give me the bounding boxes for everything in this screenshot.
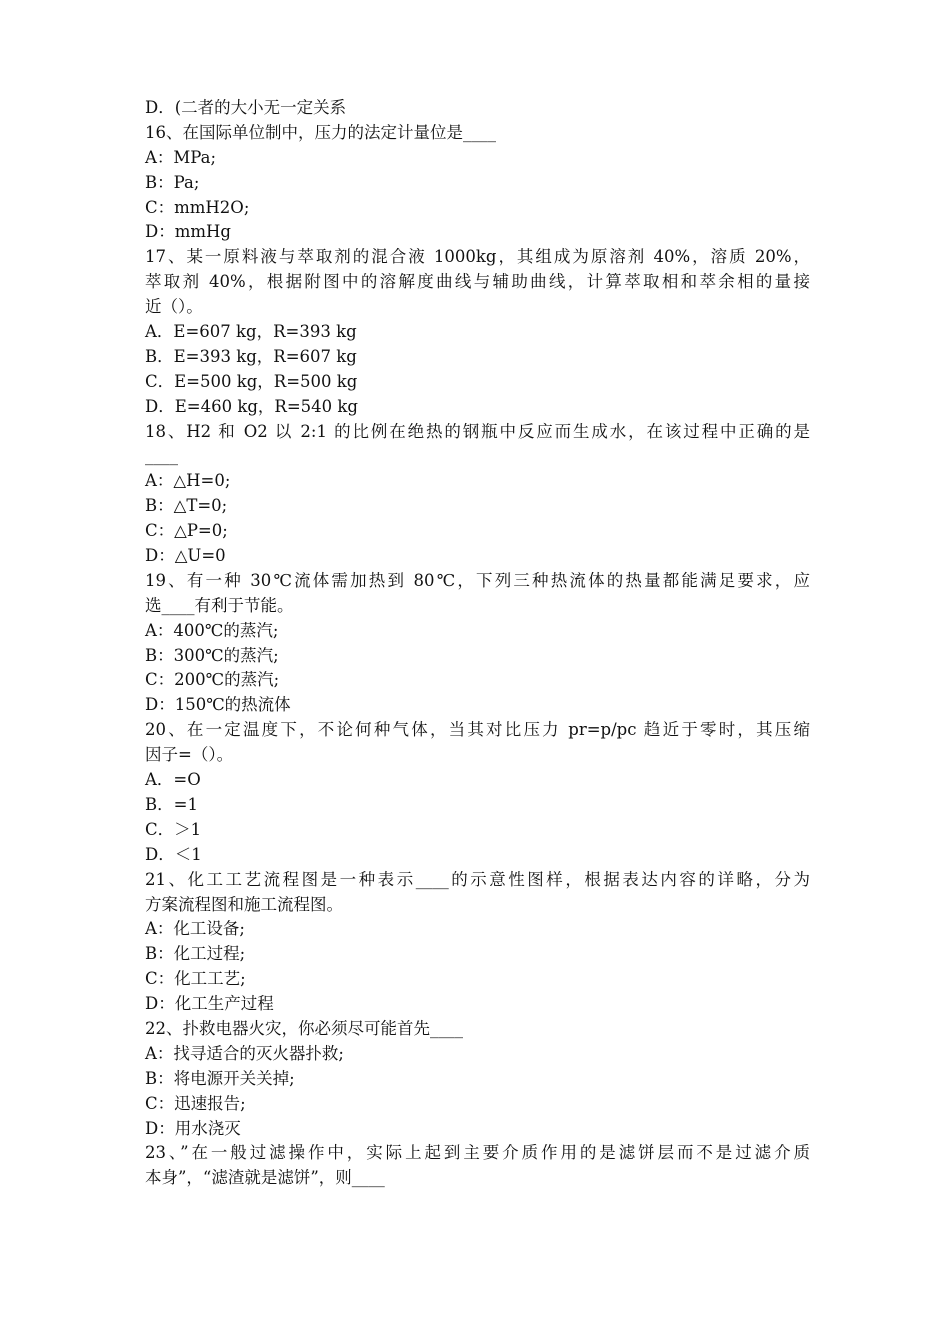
text-line: 21、化工工艺流程图是一种表示____的示意性图样，根据表达内容的详略，分为	[145, 869, 810, 889]
text-line: 17、某一原料液与萃取剂的混合液 1000kg，其组成为原溶剂 40%，溶质 20%，	[145, 247, 810, 267]
text-line: B．E=393 kg，R=607 kg	[145, 346, 357, 366]
text-line: B：将电源开关关掉;	[145, 1068, 295, 1088]
text-line: B：Pa;	[145, 172, 200, 192]
text-line: A．=O	[145, 770, 201, 790]
text-line: D：mmHg	[145, 222, 231, 242]
text-line: C．＞1	[145, 819, 202, 839]
text-line: 选____有利于节能。	[145, 595, 294, 615]
text-line: D：150℃的热流体	[145, 695, 291, 715]
text-line: C：迅速报告;	[145, 1093, 246, 1113]
document-page	[145, 96, 810, 1191]
text-line: D．(二者的大小无一定关系	[145, 98, 347, 117]
text-line: 19、有一种 30℃流体需加热到 80℃，下列三种热流体的热量都能满足要求，应	[145, 570, 810, 590]
text-line: C：mmH2O;	[145, 197, 250, 217]
text-line: ____	[145, 446, 178, 466]
text-line: B：△T=0;	[145, 496, 228, 516]
text-line: 方案流程图和施工流程图。	[145, 894, 343, 914]
text-line: D：化工生产过程	[145, 994, 274, 1014]
text-line: A：△H=0;	[145, 471, 231, 491]
text-line: 萃取剂 40%，根据附图中的溶解度曲线与辅助曲线，计算萃取相和萃余相的量接	[145, 272, 810, 292]
text-line: 16、在国际单位制中，压力的法定计量位是____	[145, 122, 496, 142]
text-line: C：化工工艺;	[145, 969, 246, 989]
text-line: A．E=607 kg，R=393 kg	[145, 322, 357, 342]
text-line: 22、扑救电器火灾，你必须尽可能首先____	[145, 1018, 463, 1038]
text-line: 本身”，“滤渣就是滤饼”，则____	[145, 1168, 385, 1188]
text-line: A：400℃的蒸汽;	[145, 620, 279, 640]
text-line: B．=1	[145, 794, 198, 814]
text-line: A：MPa;	[145, 147, 217, 167]
text-line: A：化工设备;	[145, 919, 245, 939]
text-line: 18、H2 和 O2 以 2:1 的比例在绝热的钢瓶中反应而生成水，在该过程中正确的是	[145, 421, 810, 441]
text-line: 20、在一定温度下，不论何种气体，当其对比压力 pr=p/pc 趋近于零时，其压缩	[145, 720, 810, 740]
text-line: A：找寻适合的灭火器扑救;	[145, 1043, 344, 1063]
text-line: C．E=500 kg，R=500 kg	[145, 371, 358, 391]
text-line: C：△P=0;	[145, 521, 228, 541]
text-line: D：△U=0	[145, 546, 226, 566]
text-line: 23、”在一般过滤操作中，实际上起到主要介质作用的是滤饼层而不是过滤介质	[145, 1143, 810, 1163]
text-line: D．E=460 kg，R=540 kg	[145, 396, 358, 416]
text-line: D．＜1	[145, 844, 202, 864]
text-line: B：300℃的蒸汽;	[145, 645, 279, 665]
text-line: 近（）。	[145, 297, 203, 317]
text-line: D：用水浇灭	[145, 1118, 241, 1138]
text-line: 因子=（）。	[145, 745, 234, 765]
text-line: B：化工过程;	[145, 944, 246, 964]
text-line: C：200℃的蒸汽;	[145, 670, 280, 690]
